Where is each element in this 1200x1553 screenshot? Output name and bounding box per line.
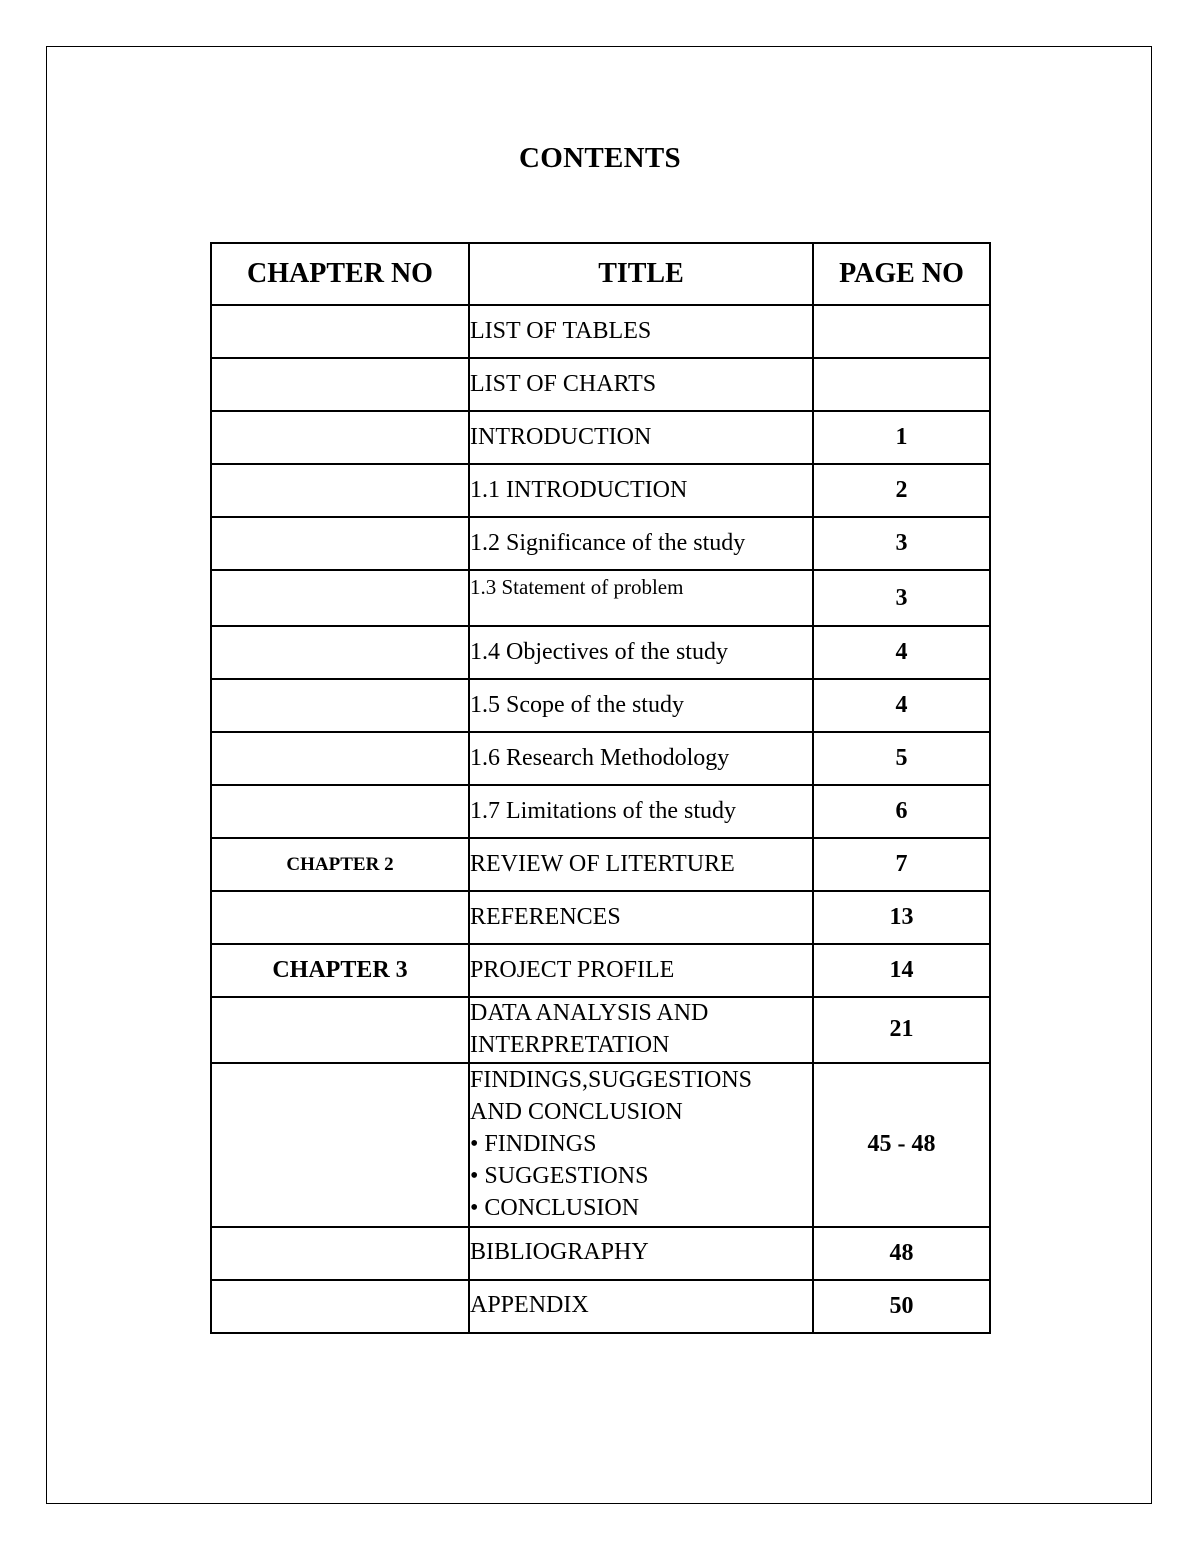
title-cell xyxy=(469,891,813,944)
page-cell: 2 xyxy=(813,464,990,517)
column-header-chapter: CHAPTER NO xyxy=(211,243,469,305)
page-cell: 3 xyxy=(813,570,990,626)
column-header-page: PAGE NO xyxy=(813,243,990,305)
table-row xyxy=(211,1280,990,1333)
bullet-suggestions: • SUGGESTIONS xyxy=(470,1162,649,1189)
chapter-cell xyxy=(211,626,469,679)
table-row xyxy=(211,626,990,679)
chapter-cell xyxy=(211,358,469,411)
chapter-cell xyxy=(211,464,469,517)
title-line: DATA ANALYSIS AND xyxy=(470,1000,709,1026)
title-cell xyxy=(469,358,813,411)
title-line: 1.2 Significance of the study xyxy=(470,529,746,556)
table-header-row xyxy=(211,243,990,305)
title-cell xyxy=(469,626,813,679)
page-cell: 21 xyxy=(813,997,990,1063)
title-cell xyxy=(469,411,813,464)
page-cell: 50 xyxy=(813,1280,990,1333)
title-line: REFERENCES xyxy=(470,903,621,930)
page-cell: 4 xyxy=(813,626,990,679)
table-row xyxy=(211,305,990,358)
title-line: LIST OF CHARTS xyxy=(470,370,657,397)
page-cell: 13 xyxy=(813,891,990,944)
title-cell xyxy=(469,785,813,838)
page-cell: 7 xyxy=(813,838,990,891)
table-row xyxy=(211,1063,990,1227)
page-cell: 3 xyxy=(813,517,990,570)
table-row xyxy=(211,1227,990,1280)
bullet-conclusion: • CONCLUSION xyxy=(470,1194,640,1221)
title-line: 1.6 Research Methodology xyxy=(470,744,730,771)
title-line: INTRODUCTION xyxy=(470,423,652,450)
title-line: 1.4 Objectives of the study xyxy=(470,638,728,665)
chapter-cell xyxy=(211,679,469,732)
page-cell: 6 xyxy=(813,785,990,838)
title-line: 1.7 Limitations of the study xyxy=(470,797,736,824)
title-line: APPENDIX xyxy=(470,1292,589,1319)
chapter-cell: CHAPTER 3 xyxy=(211,944,469,997)
title-cell xyxy=(469,679,813,732)
title-cell xyxy=(469,838,813,891)
chapter-cell xyxy=(211,1063,469,1227)
chapter-cell xyxy=(211,305,469,358)
table-row xyxy=(211,358,990,411)
page-cell xyxy=(813,358,990,411)
title-cell xyxy=(469,1280,813,1333)
title-line: LIST OF TABLES xyxy=(470,317,652,344)
chapter-cell xyxy=(211,785,469,838)
page-cell: 48 xyxy=(813,1227,990,1280)
chapter-cell xyxy=(211,517,469,570)
page-title: CONTENTS xyxy=(519,142,681,174)
title-line: AND CONCLUSION xyxy=(470,1098,683,1125)
page-cell: 45 - 48 xyxy=(813,1063,990,1227)
table-row xyxy=(211,785,990,838)
page-cell: 5 xyxy=(813,732,990,785)
bullet-findings: • FINDINGS xyxy=(470,1130,597,1157)
table-row xyxy=(211,464,990,517)
title-line: 1.3 Statement of problem xyxy=(470,575,684,599)
title-cell xyxy=(469,570,813,626)
title-line: INTERPRETATION xyxy=(470,1031,670,1058)
title-line: PROJECT PROFILE xyxy=(470,956,675,983)
title-cell xyxy=(469,305,813,358)
page-cell: 14 xyxy=(813,944,990,997)
column-header-title: TITLE xyxy=(469,243,813,305)
page-cell: 4 xyxy=(813,679,990,732)
title-cell xyxy=(469,464,813,517)
table-row xyxy=(211,838,990,891)
chapter-cell xyxy=(211,570,469,626)
table-row xyxy=(211,997,990,1063)
table-row xyxy=(211,944,990,997)
title-cell xyxy=(469,997,813,1063)
title-cell xyxy=(469,944,813,997)
title-cell xyxy=(469,1227,813,1280)
title-cell xyxy=(469,1063,813,1227)
table-row xyxy=(211,411,990,464)
page-cell: 1 xyxy=(813,411,990,464)
chapter-cell: CHAPTER 2 xyxy=(211,838,469,891)
contents-table xyxy=(210,242,991,1334)
title-line: BIBLIOGRAPHY xyxy=(470,1239,649,1266)
table-row xyxy=(211,517,990,570)
title-line: FINDINGS,SUGGESTIONS xyxy=(470,1067,753,1094)
chapter-cell xyxy=(211,1227,469,1280)
chapter-cell xyxy=(211,997,469,1063)
title-line: 1.1 INTRODUCTION xyxy=(470,476,688,503)
chapter-cell xyxy=(211,732,469,785)
title-cell xyxy=(469,517,813,570)
table-row xyxy=(211,891,990,944)
title-cell xyxy=(469,732,813,785)
table-row xyxy=(211,732,990,785)
title-line: 1.5 Scope of the study xyxy=(470,691,684,718)
chapter-cell xyxy=(211,1280,469,1333)
chapter-cell xyxy=(211,411,469,464)
table-row xyxy=(211,679,990,732)
table-row xyxy=(211,570,990,626)
title-line: REVIEW OF LITERTURE xyxy=(470,850,735,877)
chapter-cell xyxy=(211,891,469,944)
page-cell xyxy=(813,305,990,358)
